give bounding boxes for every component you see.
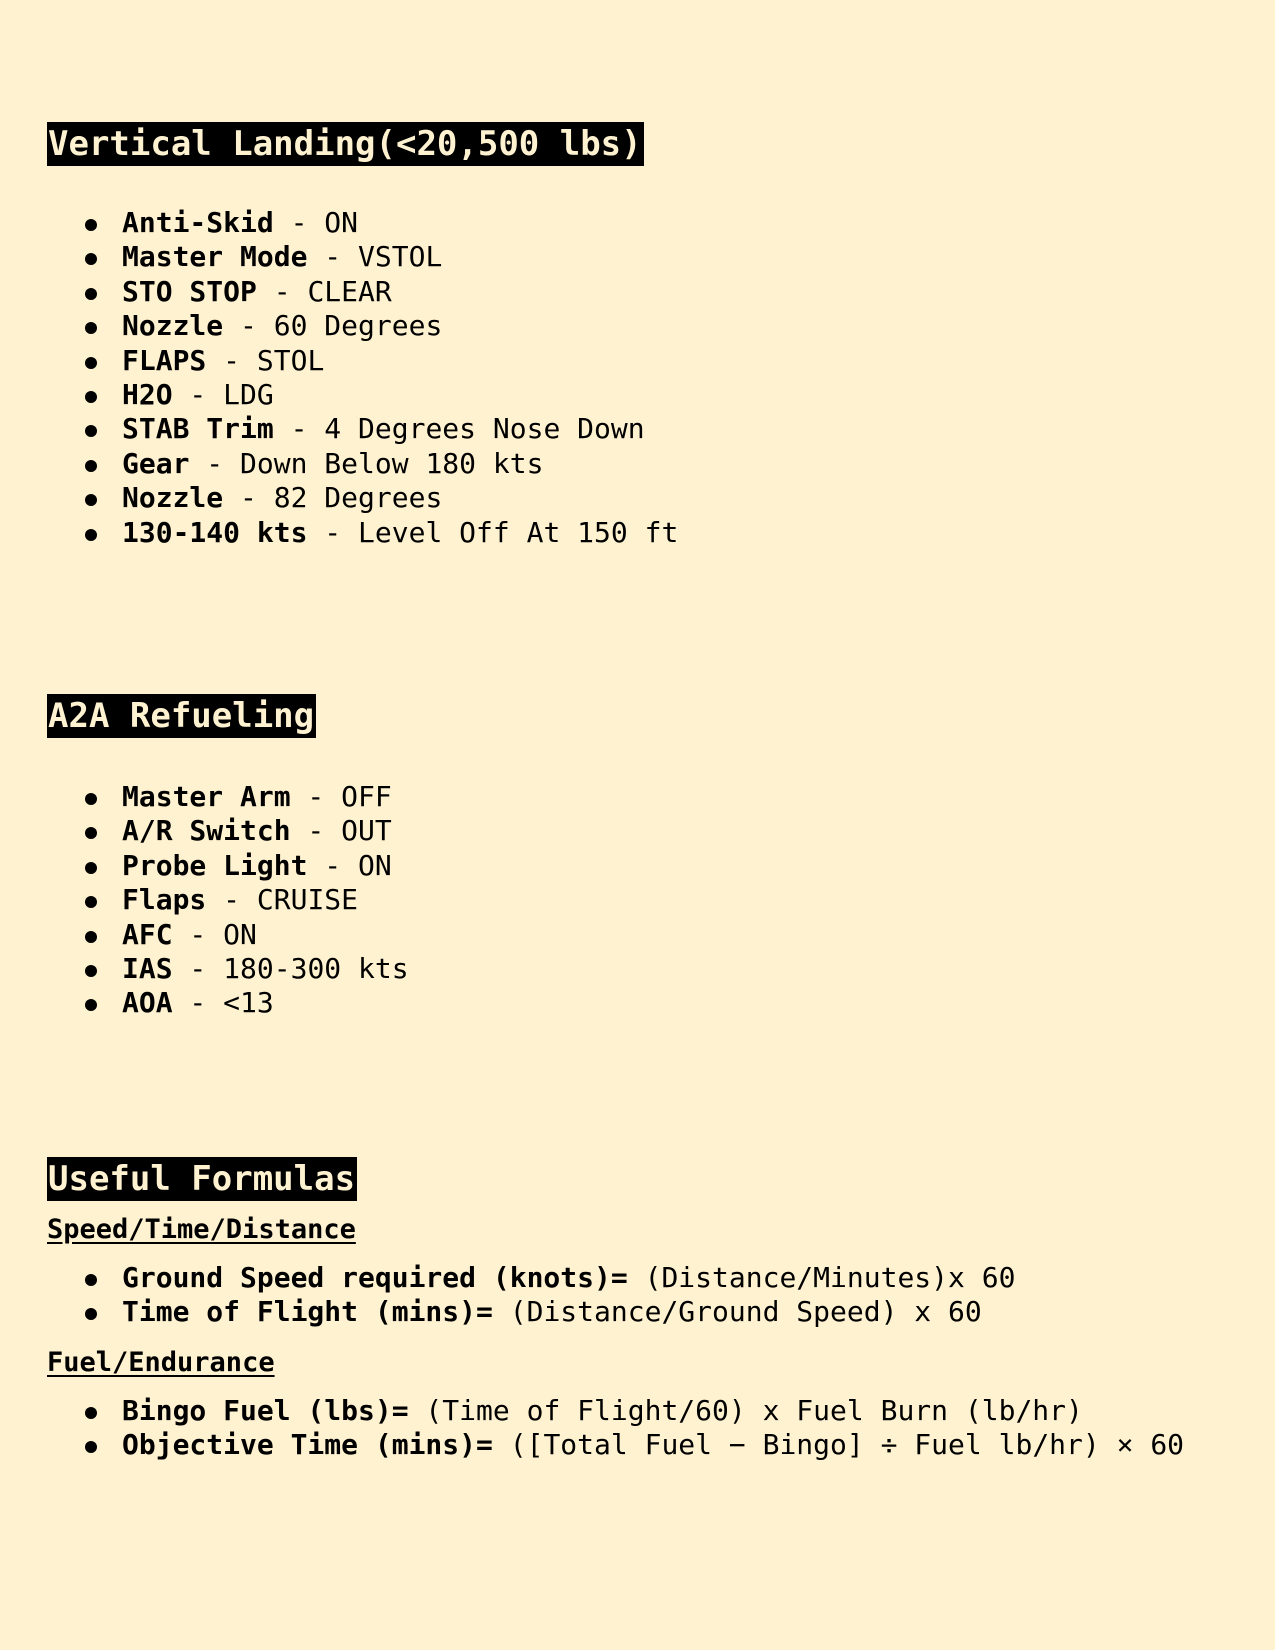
item-separator: - [290,780,342,813]
item-label: STAB Trim [122,412,274,446]
list-item [47,952,1245,986]
item-value: 180-300 kts [223,952,409,986]
fuel-endurance-subheading: Fuel/Endurance [47,1346,275,1378]
list-item [47,378,1245,412]
bullet-icon [85,1441,97,1453]
item-separator: - [206,343,257,377]
bullet-icon [85,965,97,977]
bullet-icon [85,999,97,1011]
item-separator: - [307,848,359,882]
list-item [47,986,1245,1020]
formula-label: Bingo Fuel (lbs)= [122,1393,409,1427]
item-value: OFF [341,780,392,813]
item-label: Gear [122,446,190,480]
item-value: 60 Degrees [273,309,443,343]
item-value: 4 Degrees Nose Down [324,412,645,446]
list-item [47,883,1245,917]
list-item [47,780,1245,814]
item-separator: - [307,240,359,274]
item-label: FLAPS [122,343,207,377]
vertical-landing-checklist [47,206,1245,550]
list-item [47,412,1245,446]
formula-expression: ([Total Fuel − Bingo] ÷ Fuel lb/hr) × 60 [492,1428,1185,1462]
item-value: VSTOL [358,240,443,274]
item-value: <13 [223,986,274,1020]
list-item [47,849,1245,883]
item-separator: - [172,917,224,951]
list-item [47,1394,1245,1428]
bullet-icon [85,322,97,334]
list-item [47,516,1245,550]
bullet-icon [85,460,97,472]
formula-label: Time of Flight (mins)= [122,1295,493,1329]
item-label: Master Mode [122,240,308,274]
item-separator: - [206,883,257,917]
item-label: Flaps [122,883,207,917]
item-label: 130-140 kts [122,515,308,549]
item-value: ON [223,917,257,951]
list-item [47,275,1245,309]
a2a-refueling-checklist [47,780,1245,1021]
bullet-icon [85,288,97,300]
useful-formulas-section [47,1157,1245,1463]
list-item [47,206,1245,240]
list-item [47,1295,1245,1329]
vertical-landing-heading: Vertical Landing(<20,500 lbs) [48,124,642,164]
speed-time-distance-formulas [47,1261,1245,1330]
speed-time-distance-subheading: Speed/Time/Distance [47,1214,356,1245]
a2a-refueling-heading: A2A Refueling [48,696,315,736]
item-separator: - [223,309,274,343]
list-item [47,918,1245,952]
formula-expression: (Time of Flight/60) x Fuel Burn (lb/hr) [408,1393,1083,1427]
item-separator: - [189,446,241,480]
list-item [47,309,1245,343]
list-item [47,447,1245,481]
item-label: Master Arm [122,780,291,813]
item-value: CRUISE [256,883,359,917]
bullet-icon [85,793,97,805]
item-label: AOA [122,986,173,1020]
formula-label: Ground Speed required (knots)= [122,1261,628,1294]
list-item [47,240,1245,274]
item-label: Probe Light [122,848,308,882]
item-separator: - [273,412,325,446]
fuel-endurance-formulas [47,1394,1245,1463]
item-value: Down Below 180 kts [240,446,544,480]
useful-formulas-heading: Useful Formulas [48,1159,356,1199]
item-value: Level Off At 150 ft [358,515,679,549]
bullet-icon [85,827,97,839]
list-item [47,481,1245,515]
item-label: Nozzle [122,481,224,515]
bullet-icon [85,357,97,369]
bullet-icon [85,931,97,943]
item-separator: - [290,814,342,848]
item-value: CLEAR [307,274,392,308]
item-value: ON [324,206,359,239]
formula-expression: (Distance/Minutes)x 60 [627,1261,1016,1294]
item-label: IAS [122,952,173,986]
bullet-icon [85,896,97,908]
bullet-icon [85,253,97,265]
formula-label: Objective Time (mins)= [122,1428,493,1462]
item-value: LDG [223,378,274,412]
item-separator: - [172,378,224,412]
bullet-icon [85,529,97,541]
item-label: STO STOP [122,274,257,308]
list-item [47,1428,1245,1462]
item-value: STOL [256,343,325,377]
bullet-icon [85,425,97,437]
formula-expression: (Distance/Ground Speed) x 60 [492,1295,982,1329]
item-separator: - [223,481,274,515]
item-label: Nozzle [122,309,224,343]
item-value: OUT [341,814,392,848]
bullet-icon [85,862,97,874]
item-value: ON [358,848,392,882]
bullet-icon [85,1274,97,1286]
item-separator: - [307,515,359,549]
bullet-icon [85,391,97,403]
item-label: A/R Switch [122,814,291,848]
list-item [47,814,1245,848]
item-label: Anti-Skid [122,206,274,239]
bullet-icon [85,1308,97,1320]
bullet-icon [85,494,97,506]
item-separator: - [273,206,325,239]
vertical-landing-section [47,122,1245,550]
item-label: AFC [122,917,173,951]
item-value: 82 Degrees [273,481,443,515]
bullet-icon [85,1407,97,1419]
item-separator: - [256,274,308,308]
item-label: H2O [122,378,173,412]
a2a-refueling-section [47,694,1245,1021]
list-item [47,1261,1245,1295]
list-item [47,344,1245,378]
item-separator: - [172,952,224,986]
item-separator: - [172,986,224,1020]
bullet-icon [85,219,97,231]
